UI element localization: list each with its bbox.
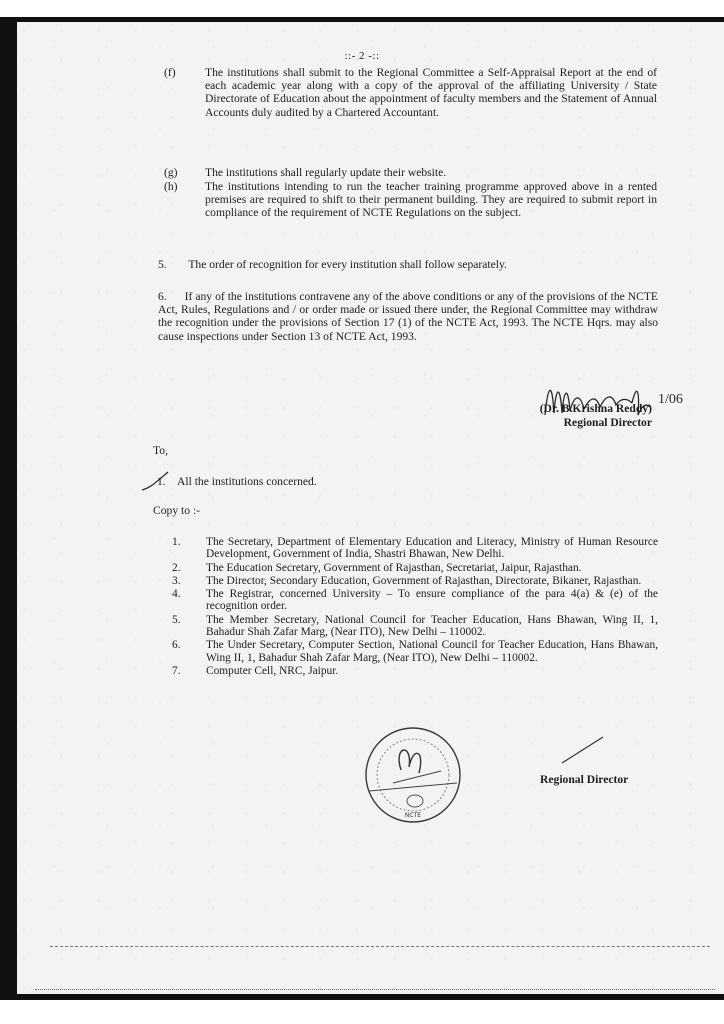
item-number: 7. [172,664,181,677]
condition-text: The institutions shall regularly update their website. [205,166,447,179]
condition-h [164,180,657,220]
svg-text:1/06: 1/06 [658,392,683,407]
addressee-item [157,475,317,488]
paragraph-number: 6. [158,290,167,303]
item-number: 2. [172,561,181,574]
condition-label: (g) [164,166,178,179]
footer-signatory-title: Regional Director [540,773,629,786]
signatory-block [540,402,652,429]
addressee-label: To, [153,444,168,457]
addressee-number: 1. [157,475,166,488]
paragraph-5 [158,258,658,271]
copy-to-item [172,588,658,613]
item-text: Computer Cell, NRC, Jaipur. [206,664,339,677]
official-seal-icon [363,725,463,825]
item-number: 4. [172,588,181,601]
paragraph-text: The order of recognition for every institution shall follow separately. [188,258,507,271]
item-text: The Under Secretary, Computer Section, National Council for Teacher Education, Hans Bhawan, Wing II, 1, Bahadur Shah Zafar Marg, (Near ITO), New Delhi – 110002. [206,639,658,664]
condition-label: (h) [164,180,178,193]
condition-f [164,66,657,119]
copy-to-item [172,536,658,561]
condition-text: The institutions shall submit to the Regional Committee a Self-Appraisal Report at the end of each academic year along with a copy of the approval of the affiliating University / State Directorate of Education about the appointment of faculty members and the Statement of Annual Accounts duly audited by a Chartered Accountant. [205,66,657,119]
copy-to-item [172,639,658,664]
signatory-name: (Dr. B.Krishna Reddy) [539,402,652,415]
item-number: 3. [172,574,181,587]
item-text: The Registrar, concerned University – To ensure compliance of the para 4(a) & (e) of the recognition order. [206,588,658,613]
item-number: 5. [172,613,181,626]
condition-text: The institutions intending to run the teacher training programme approved above in a rented premises are required to shift to their permanent building. They are required to submit report in compliance of the requirement of NCTE Regulations on the subject. [205,180,657,220]
divider-line [35,989,715,990]
item-number: 6. [172,639,181,652]
copy-to-item [172,575,658,587]
item-text: The Secretary, Department of Elementary Education and Literacy, Ministry of Human Resource Development, Government of India, Shastri Bhawan, New Delhi. [206,536,658,561]
signatory-title: Regional Director [563,415,652,429]
copy-to-item [172,665,658,677]
item-text: The Member Secretary, National Council for Teacher Education, Hans Bhawan, Wing II, 1, Bahadur Shah Zafar Marg, (Near ITO), New Delhi – 110002. [206,613,658,639]
copy-to-item [172,562,658,574]
copy-to-label: Copy to :- [153,504,201,517]
copy-to-item [172,614,658,639]
copy-to-list [172,536,658,678]
svg-text:NCTE: NCTE [404,812,422,819]
condition-g [164,166,657,179]
item-number: 1. [172,536,181,548]
paragraph-number: 5. [158,258,167,271]
condition-label: (f) [164,66,176,79]
page-number: ::- 2 -:: [344,50,380,62]
item-text: The Director, Secondary Education, Government of Rajasthan, Directorate, Bikaner, Rajasthan. [206,574,642,587]
divider-line [50,946,710,947]
paragraph-text: If any of the institutions contravene any of the above conditions or any of the provisions of the NCTE Act, Rules, Regulations and / or order made or issued there under, the Regional Committee may withdraw the recognition under the provisions of Section 17 (1) of the NCTE Act, 1993. The NCTE Hqrs. may also cause inspections under Section 13 of NCTE Act, 1993. [158,290,659,343]
item-text: The Education Secretary, Government of Rajasthan, Secretariat, Jaipur, Rajasthan. [206,561,582,574]
paragraph-6 [158,290,658,343]
addressee-text: All the institutions concerned. [177,475,317,488]
signature-stroke-icon [560,735,605,765]
